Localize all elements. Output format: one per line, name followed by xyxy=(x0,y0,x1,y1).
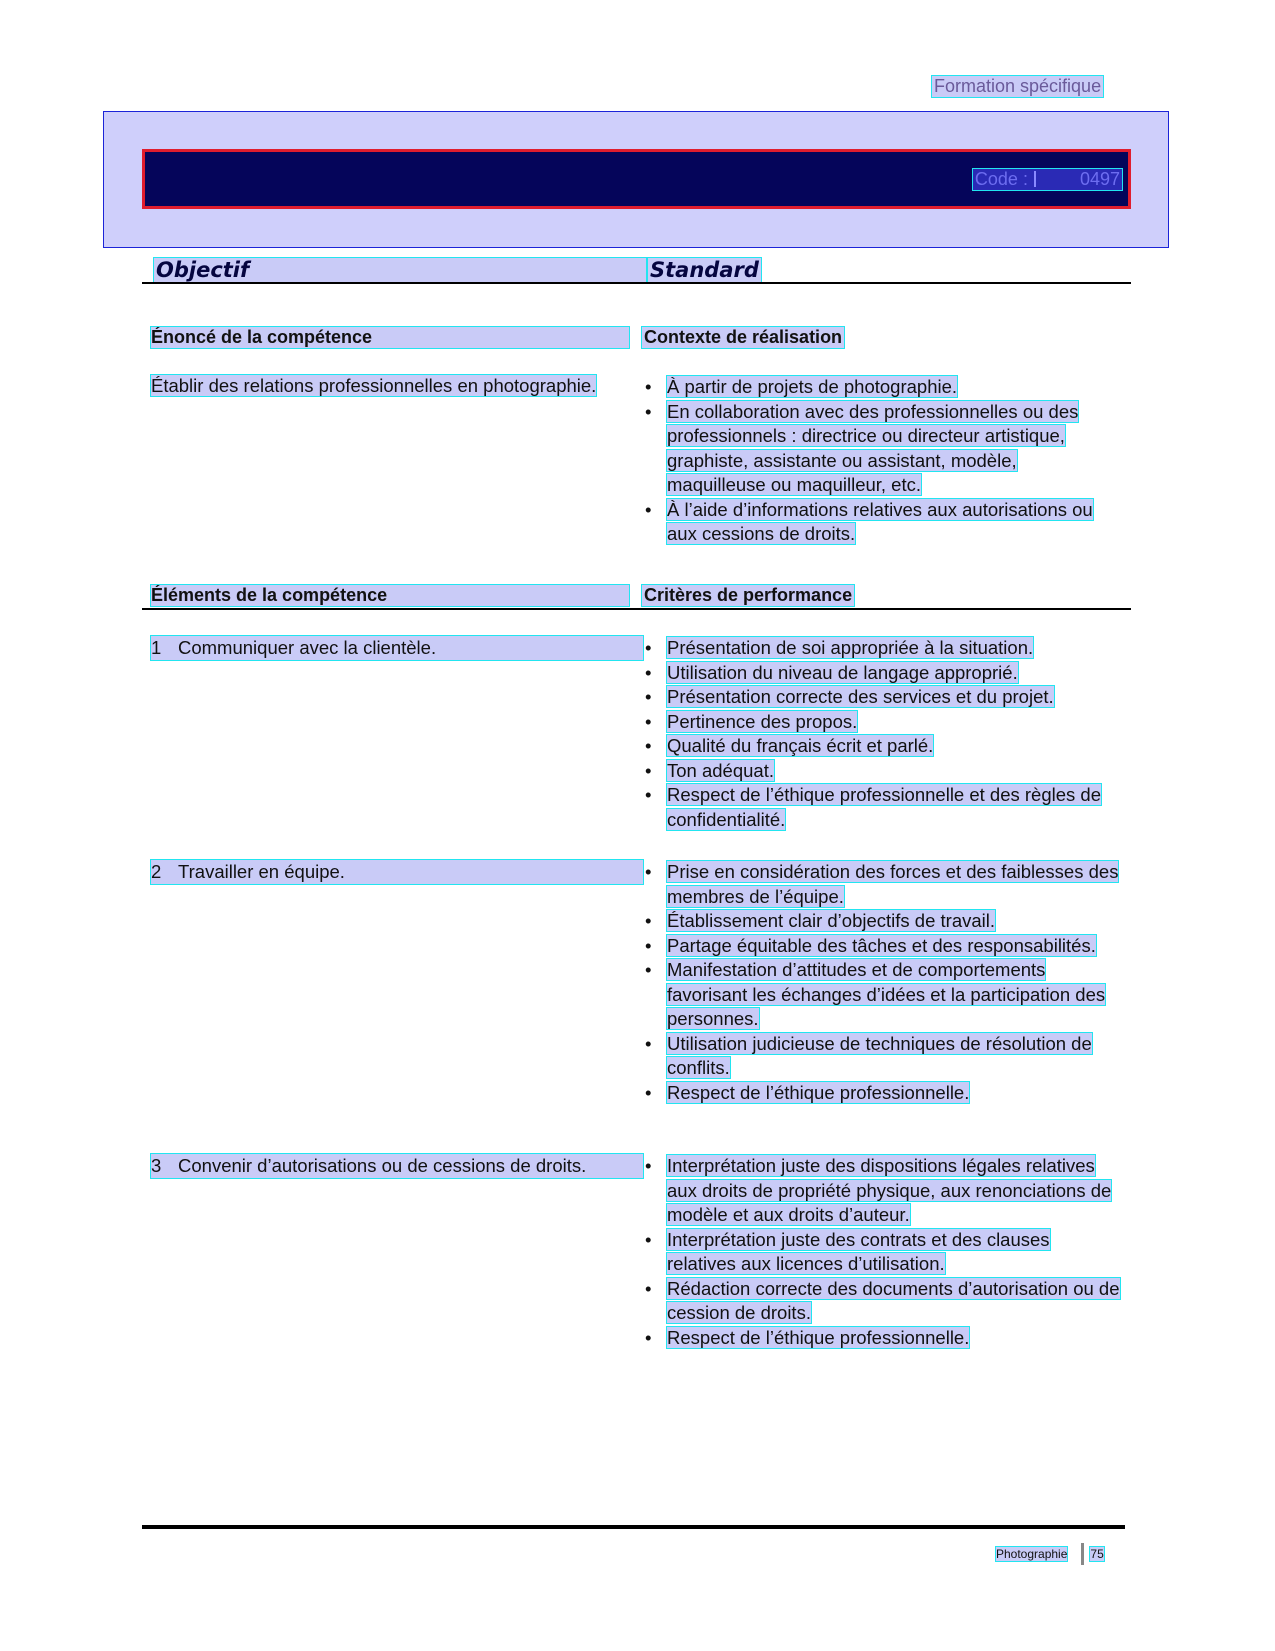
criterion-item xyxy=(645,759,1120,784)
criterion-item xyxy=(645,685,1120,710)
elements-rule xyxy=(142,608,1131,610)
context-list xyxy=(645,375,1120,547)
element-3: 3 Convenir d’autorisations ou de cessions de droits. xyxy=(151,1154,643,1178)
program-type-label: Formation spécifique xyxy=(934,76,1102,96)
criteria-list-1 xyxy=(645,636,1120,832)
criterion-item xyxy=(645,636,1120,661)
criterion-item xyxy=(645,783,1120,832)
criteria-list-2 xyxy=(645,860,1120,1105)
criterion-item xyxy=(645,710,1120,735)
criterion-item xyxy=(645,734,1120,759)
criterion-text: Rédaction correcte des documents d’autorisation ou de cession de droits. xyxy=(667,1277,1120,1323)
element-2: 2 Travailler en équipe. xyxy=(151,860,643,884)
criterion-text: Manifestation d’attitudes et de comportements favorisant les échanges d’idées et la participation des personnes. xyxy=(667,959,1106,1029)
criterion-item xyxy=(645,1154,1120,1228)
criterion-text: Qualité du français écrit et parlé. xyxy=(667,735,934,756)
criterion-text: Respect de l’éthique professionnelle. xyxy=(667,1081,970,1103)
criteria-list-3 xyxy=(645,1154,1120,1350)
criterion-text: Présentation correcte des services et du projet. xyxy=(667,686,1054,707)
criterion-text: Pertinence des propos. xyxy=(667,710,858,732)
criterion-item xyxy=(645,1326,1120,1351)
heading-contexte: Contexte de réalisation xyxy=(644,327,843,347)
competency-code xyxy=(973,169,1122,190)
competence-statement: Établir des relations professionnelles en photographie. xyxy=(151,375,597,396)
heading-enonce: Énoncé de la compétence xyxy=(151,327,629,348)
criterion-text: Présentation de soi appropriée à la situation. xyxy=(667,637,1034,658)
criterion-item xyxy=(645,934,1120,959)
criterion-text: Respect de l’éthique professionnelle. xyxy=(667,1326,970,1348)
code-bar xyxy=(142,149,1131,209)
criterion-text: Établissement clair d’objectifs de travail. xyxy=(667,910,996,931)
criterion-item xyxy=(645,1277,1120,1326)
criterion-text: Utilisation du niveau de langage approprié. xyxy=(667,661,1018,683)
context-item xyxy=(645,375,1120,400)
footer-rule xyxy=(142,1525,1125,1529)
criterion-item xyxy=(645,1032,1120,1081)
criterion-text: Respect de l’éthique professionnelle et des règles de confidentialité. xyxy=(667,784,1102,830)
criterion-item xyxy=(645,909,1120,934)
context-item xyxy=(645,498,1120,547)
criterion-text: Utilisation judicieuse de techniques de résolution de conflits. xyxy=(667,1032,1092,1078)
criterion-item xyxy=(645,661,1120,686)
footer-program: Photographie xyxy=(996,1547,1068,1561)
heading-elements: Éléments de la compétence xyxy=(151,585,629,606)
footer-page-number: 75 xyxy=(1090,1547,1104,1561)
criterion-item xyxy=(645,1081,1120,1106)
column-title-standard: Standard xyxy=(650,258,759,282)
criterion-text: Partage équitable des tâches et des responsabilités. xyxy=(667,934,1096,956)
element-3-text: Convenir d’autorisations ou de cessions de droits. xyxy=(178,1155,587,1176)
footer-label xyxy=(996,1543,1104,1565)
criterion-item xyxy=(645,1228,1120,1277)
criterion-text: Prise en considération des forces et des faiblesses des membres de l’équipe. xyxy=(667,861,1119,907)
criterion-item xyxy=(645,958,1120,1032)
context-text: En collaboration avec des professionnelles ou des professionnels : directrice ou directeur artistique, graphiste, assistante ou assistant, modèle, maquilleuse ou maquilleur, etc. xyxy=(667,400,1079,495)
context-text: À l’aide d’informations relatives aux autorisations ou aux cessions de droits. xyxy=(667,498,1093,544)
column-title-objectif: Objectif xyxy=(154,258,646,282)
context-item xyxy=(645,400,1120,498)
title-rule xyxy=(142,282,1131,284)
element-1: 1 Communiquer avec la clientèle. xyxy=(151,636,643,660)
code-label: Code : xyxy=(974,169,1028,189)
criterion-text: Interprétation juste des contrats et des clauses relatives aux licences d’utilisation. xyxy=(667,1228,1050,1274)
code-value: 0497 xyxy=(1079,169,1120,189)
heading-criteres: Critères de performance xyxy=(644,585,853,605)
criterion-text: Ton adéquat. xyxy=(667,759,774,781)
criterion-text: Interprétation juste des dispositions légales relatives aux droits de propriété physique, aux renonciations de modèle et aux droits d’auteur. xyxy=(667,1155,1112,1225)
context-text: À partir de projets de photographie. xyxy=(667,376,958,397)
criterion-item xyxy=(645,860,1120,909)
